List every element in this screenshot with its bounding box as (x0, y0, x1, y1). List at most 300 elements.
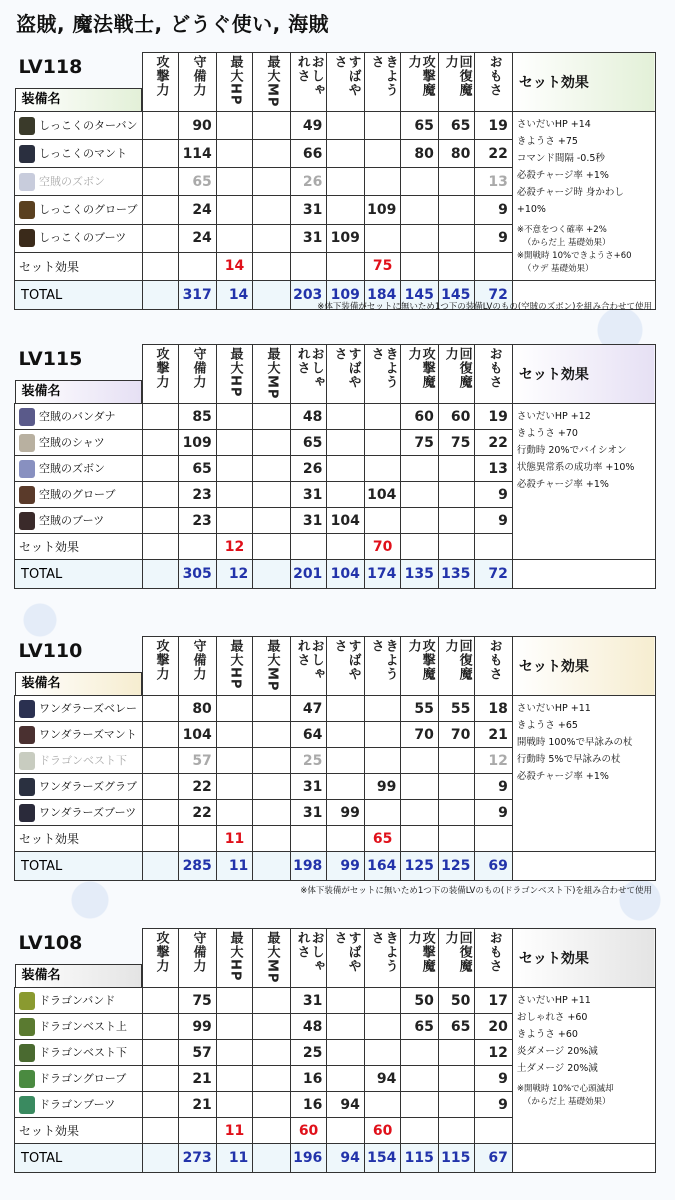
stat-value (216, 800, 253, 826)
stat-value: 17 (475, 988, 513, 1014)
stat-value (142, 774, 179, 800)
stat-value: 99 (327, 800, 365, 826)
stat-value (142, 168, 179, 196)
set-effect-item: 必殺チャージ率 +1% (516, 170, 609, 181)
equipment-name-cell (15, 748, 143, 774)
stat-value: 16 (290, 1066, 327, 1092)
set-effect-item: 必殺チャージ率 +1% (516, 479, 609, 490)
stat-value: 22 (179, 800, 217, 826)
stat-value (401, 1092, 439, 1118)
stat-value: 9 (475, 774, 513, 800)
stat-value (401, 482, 439, 508)
set-bonus-value (290, 826, 327, 852)
equipment-name: 空賊のズボン (39, 174, 105, 188)
stat-value: 50 (438, 988, 475, 1014)
stat-value (253, 748, 291, 774)
header-stat-cell (401, 53, 439, 112)
set-bonus-value (290, 252, 327, 280)
stat-value: 24 (179, 196, 217, 224)
header-stat-cell (290, 929, 327, 988)
set-bonus-value (179, 252, 217, 280)
level-label: LV115 (18, 348, 83, 370)
stat-value (216, 1092, 253, 1118)
stat-value (327, 140, 365, 168)
header-stat-label: おしゃれさ (294, 639, 324, 681)
header-name-cell (15, 929, 143, 988)
equipment-name-cell (15, 140, 143, 168)
set-bonus-value (401, 826, 439, 852)
stat-value (253, 1014, 291, 1040)
stat-value: 114 (179, 140, 217, 168)
stat-value (142, 404, 179, 430)
equipment-icon (19, 434, 35, 452)
stat-value (142, 456, 179, 482)
set-bonus-value (327, 252, 365, 280)
equipment-name-cell (15, 112, 143, 140)
header-stat-label: 最大MP (264, 55, 280, 108)
stat-value: 70 (438, 722, 475, 748)
stat-value: 25 (290, 1040, 327, 1066)
header-stat-label: おもさ (486, 347, 502, 389)
set-effect-item: おしゃれさ +60 (516, 1012, 588, 1023)
header-set-effect: セット効果 (512, 637, 655, 696)
stat-value (142, 430, 179, 456)
stat-value (327, 482, 365, 508)
header-stat-cell (401, 345, 439, 404)
header-stat-cell (327, 53, 365, 112)
stat-value: 57 (179, 748, 217, 774)
header-name-cell (15, 637, 143, 696)
header-equipment-name: 装備名 (15, 380, 142, 403)
stat-value: 70 (401, 722, 439, 748)
stat-value: 99 (364, 774, 401, 800)
header-name-cell (15, 53, 143, 112)
header-stat-cell (142, 637, 179, 696)
stat-value (142, 722, 179, 748)
set-bonus-value (179, 1118, 217, 1144)
stat-value (253, 508, 291, 534)
header-stat-cell (438, 345, 475, 404)
stat-value (401, 800, 439, 826)
stat-value (327, 1014, 365, 1040)
stat-value: 65 (179, 168, 217, 196)
equipment-name-cell (15, 224, 143, 252)
header-stat-label: おもさ (486, 55, 502, 97)
set-effect-item: きようさ +60 (516, 1029, 578, 1040)
stat-value (216, 482, 253, 508)
stat-value (216, 748, 253, 774)
total-value: 125 (401, 852, 439, 881)
stat-value (438, 168, 475, 196)
stat-value (364, 112, 401, 140)
stat-value (253, 430, 291, 456)
equipment-name-cell (15, 1066, 143, 1092)
header-stat-label: おしゃれさ (294, 931, 324, 973)
set-effect-item: さいだいHP +11 (516, 995, 591, 1006)
stat-value (253, 988, 291, 1014)
header-stat-cell (179, 53, 217, 112)
equipment-icon (19, 201, 35, 219)
stat-value (364, 1040, 401, 1066)
equipment-icon (19, 173, 35, 191)
header-stat-cell (438, 637, 475, 696)
set-effect-note: （ウデ 基礎効果） (522, 264, 594, 274)
header-stat-label: 最大HP (227, 639, 243, 690)
equipment-icon (19, 1096, 35, 1114)
header-stat-cell (475, 53, 513, 112)
equipment-table (14, 344, 656, 589)
total-value: 72 (475, 560, 513, 589)
equipment-name: ドラゴンブーツ (39, 1097, 116, 1111)
stat-value (401, 774, 439, 800)
set-bonus-label: セット効果 (15, 534, 143, 560)
stat-value (438, 196, 475, 224)
stat-value (142, 1066, 179, 1092)
stat-value (253, 1092, 291, 1118)
stat-value: 18 (475, 696, 513, 722)
equipment-icon (19, 145, 35, 163)
equipment-name: 空賊のブーツ (39, 513, 105, 527)
stat-value (401, 508, 439, 534)
set-bonus-value: 12 (216, 534, 253, 560)
header-stat-label: 最大MP (264, 639, 280, 692)
stat-value (216, 112, 253, 140)
header-stat-label: きようさ (368, 347, 398, 389)
stat-value (364, 430, 401, 456)
set-bonus-value (253, 1118, 291, 1144)
header-stat-label: きようさ (368, 55, 398, 97)
header-stat-cell (401, 637, 439, 696)
total-value: 12 (216, 560, 253, 589)
stat-value: 48 (290, 1014, 327, 1040)
set-bonus-value: 70 (364, 534, 401, 560)
stat-value (438, 748, 475, 774)
total-value: 67 (475, 1144, 513, 1173)
stat-value (253, 140, 291, 168)
stat-value: 23 (179, 508, 217, 534)
total-value: 203 (290, 281, 327, 310)
set-effect-note: ※開戦時 10%できようさ+60 (516, 251, 632, 261)
equipment-name: 空賊のグローブ (39, 487, 116, 501)
header-stat-cell (142, 929, 179, 988)
total-value: 154 (364, 1144, 401, 1173)
stat-value: 75 (438, 430, 475, 456)
header-name-cell (15, 345, 143, 404)
stat-value (216, 1014, 253, 1040)
header-stat-cell (216, 637, 253, 696)
set-effect-note: （からだ上 基礎効果） (522, 238, 611, 248)
header-stat-cell (216, 53, 253, 112)
set-bonus-value (438, 534, 475, 560)
header-stat-label: 攻撃魔力 (405, 55, 435, 97)
stat-value: 13 (475, 456, 513, 482)
stat-value (327, 196, 365, 224)
equipment-name-cell (15, 800, 143, 826)
set-bonus-value (142, 252, 179, 280)
stat-value (401, 168, 439, 196)
header-equipment-name: 装備名 (15, 88, 142, 111)
stat-value: 65 (438, 1014, 475, 1040)
equipment-name: ワンダラーズブーツ (39, 805, 137, 819)
stat-value (216, 456, 253, 482)
total-value: 201 (290, 560, 327, 589)
header-stat-cell (290, 345, 327, 404)
stat-value: 104 (179, 722, 217, 748)
total-value: 69 (475, 852, 513, 881)
set-effect-item: 土ダメージ 20%減 (516, 1063, 598, 1074)
stat-value: 31 (290, 800, 327, 826)
set-effect-list (512, 404, 655, 560)
stat-value: 19 (475, 404, 513, 430)
set-bonus-value (327, 1118, 365, 1144)
stat-value: 55 (438, 696, 475, 722)
total-value: 145 (438, 281, 475, 310)
header-stat-label: 回復魔力 (442, 931, 472, 973)
equipment-icon (19, 486, 35, 504)
stat-value (364, 140, 401, 168)
stat-value: 48 (290, 404, 327, 430)
level-label: LV118 (18, 56, 83, 78)
set-bonus-value (438, 1118, 475, 1144)
equipment-name-cell (15, 722, 143, 748)
equipment-name: しっこくのマント (39, 146, 127, 160)
set-effect-list (512, 696, 655, 852)
table-row (15, 404, 656, 430)
stat-value (253, 456, 291, 482)
header-stat-label: 守備力 (190, 55, 206, 97)
total-value: 305 (179, 560, 217, 589)
header-set-effect: セット効果 (512, 345, 655, 404)
total-label: TOTAL (15, 1144, 143, 1173)
set-bonus-value (438, 252, 475, 280)
stat-value (438, 800, 475, 826)
stat-value: 31 (290, 482, 327, 508)
header-stat-cell (179, 929, 217, 988)
stat-value (438, 224, 475, 252)
total-value (253, 1144, 291, 1173)
stat-value: 31 (290, 774, 327, 800)
total-label: TOTAL (15, 560, 143, 589)
total-value: 285 (179, 852, 217, 881)
header-stat-label: おもさ (486, 931, 502, 973)
stat-value (401, 1040, 439, 1066)
equipment-name: 空賊のバンダナ (39, 409, 116, 423)
stat-value (327, 774, 365, 800)
total-value: 14 (216, 281, 253, 310)
set-bonus-value (475, 826, 513, 852)
header-stat-cell (475, 637, 513, 696)
total-value: 125 (438, 852, 475, 881)
stat-value (327, 988, 365, 1014)
header-equipment-name: 装備名 (15, 964, 142, 987)
equipment-icon (19, 229, 35, 247)
equipment-icon (19, 778, 35, 796)
equipment-icon (19, 1018, 35, 1036)
level-label: LV108 (18, 932, 83, 954)
stat-value (364, 696, 401, 722)
equipment-name: しっこくのグローブ (39, 203, 138, 217)
stat-value: 49 (290, 112, 327, 140)
total-value (142, 281, 179, 310)
equipment-table (14, 636, 656, 881)
stat-value (327, 748, 365, 774)
set-bonus-value (475, 252, 513, 280)
stat-value: 90 (179, 112, 217, 140)
stat-value: 104 (327, 508, 365, 534)
set-bonus-value (179, 826, 217, 852)
header-stat-label: 最大HP (227, 931, 243, 982)
set-effect-item: さいだいHP +11 (516, 703, 591, 714)
equipment-name-cell (15, 988, 143, 1014)
stat-value: 31 (290, 196, 327, 224)
header-stat-cell (253, 929, 291, 988)
set-effect-item: きようさ +75 (516, 136, 578, 147)
table-row (15, 988, 656, 1014)
header-stat-label: 攻撃力 (153, 347, 169, 389)
total-effect-blank (512, 560, 655, 589)
total-value: 104 (327, 560, 365, 589)
stat-value (216, 1040, 253, 1066)
stat-value: 65 (179, 456, 217, 482)
set-effect-item: 必殺チャージ時 身かわし +10% (516, 187, 624, 215)
stat-value (142, 988, 179, 1014)
stat-value (364, 722, 401, 748)
header-set-effect: セット効果 (512, 929, 655, 988)
stat-value (216, 508, 253, 534)
total-value (142, 560, 179, 589)
equipment-name: ワンダラーズマント (39, 727, 137, 741)
stat-value: 65 (401, 1014, 439, 1040)
stat-value (253, 696, 291, 722)
stat-value: 21 (179, 1092, 217, 1118)
stat-value (401, 456, 439, 482)
header-stat-label: 守備力 (190, 347, 206, 389)
stat-value: 9 (475, 224, 513, 252)
stat-value (142, 224, 179, 252)
header-stat-cell (438, 929, 475, 988)
set-bonus-value: 14 (216, 252, 253, 280)
stat-value: 60 (438, 404, 475, 430)
stat-value (142, 800, 179, 826)
equipment-table (14, 928, 656, 1173)
stat-value (253, 1066, 291, 1092)
header-stat-cell (253, 637, 291, 696)
equipment-name-cell (15, 196, 143, 224)
total-value (253, 852, 291, 881)
header-stat-label: すばやさ (331, 55, 361, 97)
stat-value (142, 196, 179, 224)
equipment-section (14, 52, 656, 312)
stat-value (216, 196, 253, 224)
equipment-name-cell (15, 1040, 143, 1066)
stat-value (438, 482, 475, 508)
header-stat-label: 最大MP (264, 931, 280, 984)
equipment-icon (19, 512, 35, 530)
set-effect-notes (517, 1083, 651, 1109)
stat-value (364, 168, 401, 196)
equipment-name: しっこくのターバン (39, 118, 138, 132)
equipment-icon (19, 752, 35, 770)
header-stat-cell (179, 637, 217, 696)
stat-value (253, 168, 291, 196)
equipment-icon (19, 1070, 35, 1088)
set-bonus-value (179, 534, 217, 560)
set-bonus-value (253, 252, 291, 280)
stat-value: 109 (179, 430, 217, 456)
stat-value (327, 112, 365, 140)
stat-value: 65 (438, 112, 475, 140)
equipment-name: ドラゴンベスト下 (39, 753, 127, 767)
stat-value (216, 1066, 253, 1092)
equipment-section (14, 928, 656, 1171)
stat-value: 12 (475, 748, 513, 774)
header-stat-cell (142, 345, 179, 404)
stat-value: 109 (364, 196, 401, 224)
header-stat-label: すばやさ (331, 639, 361, 681)
stat-value (253, 774, 291, 800)
stat-value (142, 112, 179, 140)
total-row (15, 560, 656, 589)
set-bonus-value (475, 1118, 513, 1144)
set-effect-item: きようさ +65 (516, 720, 578, 731)
set-effect-item: 炎ダメージ 20%減 (516, 1046, 598, 1057)
set-bonus-value (327, 534, 365, 560)
stat-value: 13 (475, 168, 513, 196)
equipment-name-cell (15, 696, 143, 722)
set-effect-item: 必殺チャージ率 +1% (516, 771, 609, 782)
stat-value: 16 (290, 1092, 327, 1118)
stat-value: 20 (475, 1014, 513, 1040)
total-value: 184 (364, 281, 401, 310)
header-stat-label: すばやさ (331, 347, 361, 389)
equipment-name: 空賊のズボン (39, 461, 105, 475)
header-stat-cell (364, 929, 401, 988)
stat-value (327, 168, 365, 196)
total-value: 11 (216, 852, 253, 881)
set-bonus-value (290, 534, 327, 560)
total-value: 164 (364, 852, 401, 881)
equipment-name-cell (15, 482, 143, 508)
stat-value: 19 (475, 112, 513, 140)
stat-value: 80 (438, 140, 475, 168)
header-stat-label: 回復魔力 (442, 55, 472, 97)
equipment-icon (19, 992, 35, 1010)
stat-value: 26 (290, 456, 327, 482)
equipment-name: 空賊のシャツ (39, 435, 105, 449)
set-effect-item: さいだいHP +12 (516, 411, 591, 422)
stat-value (327, 404, 365, 430)
stat-value (253, 722, 291, 748)
stat-value (364, 404, 401, 430)
equipment-name: ドラゴンベスト上 (39, 1019, 127, 1033)
set-effect-note: （からだ上 基礎効果） (522, 1097, 611, 1107)
header-stat-cell (253, 345, 291, 404)
set-effect-note: ※開戦時 10%で心頭滅却 (516, 1084, 614, 1094)
stat-value (438, 456, 475, 482)
stat-value: 94 (327, 1092, 365, 1118)
stat-value: 31 (290, 508, 327, 534)
header-stat-cell (364, 345, 401, 404)
stat-value: 57 (179, 1040, 217, 1066)
set-bonus-value (253, 826, 291, 852)
stat-value: 26 (290, 168, 327, 196)
stat-value (142, 748, 179, 774)
equipment-name-cell (15, 774, 143, 800)
total-effect-blank (512, 1144, 655, 1173)
set-effect-notes (517, 224, 651, 276)
set-effect-item: コマンド間隔 -0.5秒 (516, 153, 605, 164)
header-stat-cell (364, 637, 401, 696)
